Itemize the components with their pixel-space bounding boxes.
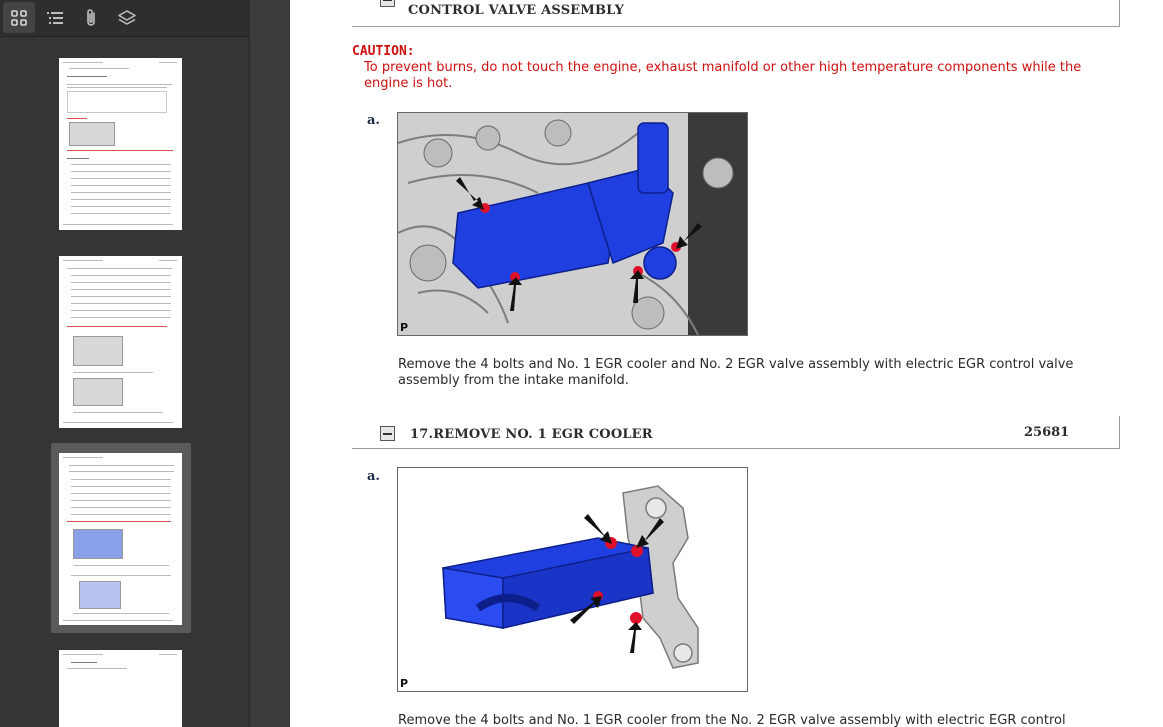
layers-icon [117,9,137,27]
page-thumbnail-3[interactable] [51,443,191,633]
step-16-instruction: Remove the 4 bolts and No. 1 EGR cooler and No. 2 EGR valve assembly with electric EGR control valve assembly from the intake manifold. [398,357,1074,388]
document-page[interactable] [290,0,1163,727]
thumbnails-button[interactable] [3,2,35,33]
substep-a-label-1: a. [367,113,380,128]
thumbnail-page-3 [59,453,182,625]
figure-1-label: P [400,321,409,334]
thumbnail-sidebar [0,0,250,727]
step-17-header [352,416,1120,449]
attachments-button[interactable] [75,2,107,33]
step-16-title: CONTROL VALVE ASSEMBLY [408,3,625,18]
engine-illustration [398,113,747,335]
sidebar-toolbar [0,0,249,37]
layers-button[interactable] [111,2,143,33]
thumbnail-page-4 [59,650,182,727]
caution-label: CAUTION: [352,44,415,59]
outline-icon [45,9,65,27]
figure-egr-removal [397,112,748,336]
step-17-code: 25681 [1024,425,1070,440]
page-thumbnail-4[interactable] [51,644,191,727]
page-thumbnail-1[interactable] [51,52,191,235]
thumbnail-page-1 [59,58,182,230]
thumbnails-icon [10,9,28,27]
page-thumbnail-2[interactable] [51,250,191,433]
step-17-instruction: Remove the 4 bolts and No. 1 EGR cooler from the No. 2 EGR valve assembly with electric EGR control [398,713,1066,727]
step-17-title: 17.REMOVE NO. 1 EGR COOLER [410,427,653,442]
attachments-icon [82,8,100,28]
thumbnail-page-2 [59,256,182,428]
collapse-step-16-button[interactable] [380,0,395,7]
substep-a-label-2: a. [367,469,380,484]
figure-2-label: P [400,677,409,690]
caution-text: To prevent burns, do not touch the engine, exhaust manifold or other high temperature components while the engine is hot. [364,60,1082,91]
outline-button[interactable] [39,2,71,33]
figure-egr-cooler-removal [397,467,748,692]
step-16-header [352,0,1120,27]
collapse-step-17-button[interactable] [380,426,395,441]
viewer-gutter [250,0,290,727]
egr-cooler-illustration [398,468,747,691]
